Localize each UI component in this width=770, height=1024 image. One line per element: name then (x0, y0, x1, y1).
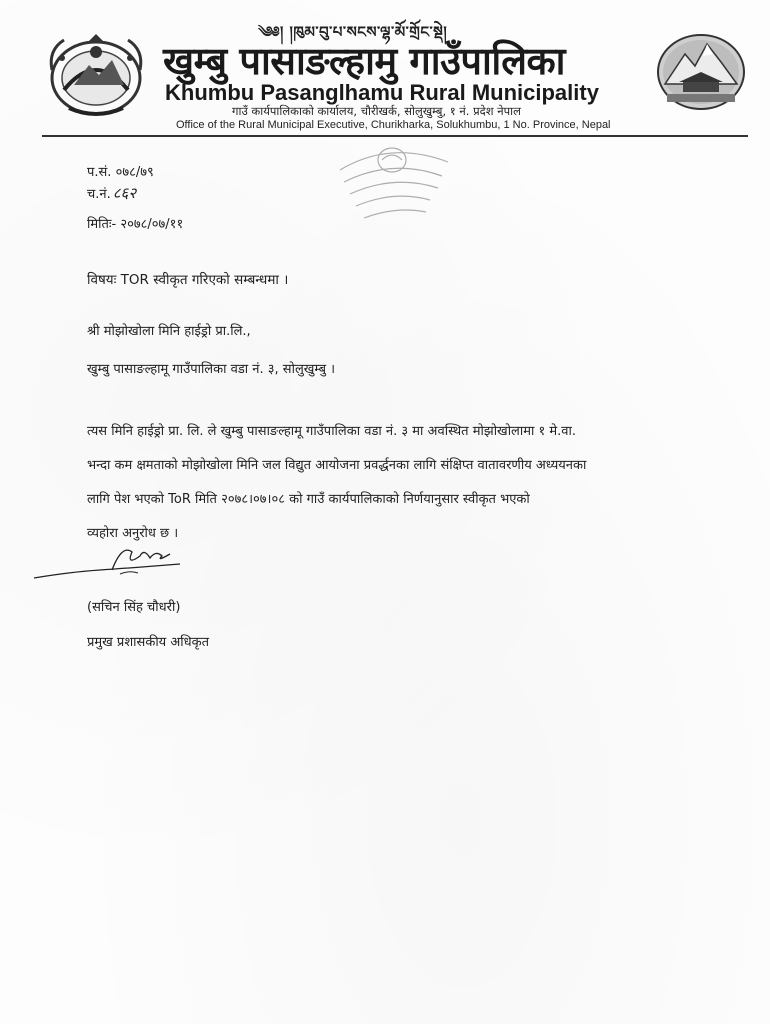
municipality-title-nepali: खुम्बु पासाङल्हामु गाउँपालिका (163, 39, 565, 83)
subject-text: TOR स्वीकृत गरिएको सम्बन्धमा । (120, 272, 289, 288)
signatory-title: प्रमुख प्रशासकीय अधिकृत (87, 635, 210, 650)
body-line: व्यहोरा अनुरोध छ । (87, 526, 179, 541)
addressee-name: श्री मोझोखोला मिनि हाईड्रो प्रा.लि., (87, 324, 251, 339)
body-line: भन्दा कम क्षमताको मोझोखोला मिनि जल विद्युत आयोजना प्रवर्द्धनका लागि संक्षिप्त वातावरणीय अध्ययनका (87, 458, 587, 473)
signatory-name: (सचिन सिंह चौधरी) (87, 600, 181, 615)
municipality-logo-icon (655, 32, 747, 112)
dispatch-number (87, 183, 136, 203)
body-line: त्यस मिनि हाईड्रो प्रा. लि. ले खुम्बु पासाङल्हामू गाउँपालिका वडा नं. ३ मा अवस्थित मोझोखोलामा १ मे.वा. (87, 424, 577, 439)
signature-icon (30, 540, 200, 590)
reference-number: प.सं. ०७८/७९ (87, 165, 154, 180)
addressee-address: खुम्बु पासाङल्हामू गाउँपालिका वडा नं. ३, सोलुखुम्बु । (87, 362, 336, 377)
body-line: लागि पेश भएको ToR मिति २०७८।०७।०८ को गाउँ कार्यपालिकाको निर्णयानुसार स्वीकृत भएको (87, 492, 530, 507)
office-address-nepali: गाउँ कार्यपालिकाको कार्यालय, चौरीखर्क, सोलुखुम्बु, १ नं. प्रदेश नेपाल (232, 104, 521, 118)
dispatch-label: च.नं. (87, 187, 111, 202)
subject-label: विषयः (87, 272, 117, 288)
letter-body (87, 415, 715, 551)
nepal-emblem-icon (44, 30, 149, 120)
office-stamp-icon (330, 130, 460, 230)
tibetan-title: ༄༅། །ཁུམ་བུ་པ་སངས་ལྷ་མོ་གྲོང་སྡེ། (258, 23, 448, 41)
letter-date: मितिः- २०७८/०७/११ (87, 217, 184, 232)
letterhead (0, 0, 770, 140)
letter-subject (87, 270, 288, 288)
municipality-title-english: Khumbu Pasanglhamu Rural Municipality (165, 80, 599, 105)
office-address-english: Office of the Rural Municipal Executive, Churikharka, Solukhumbu, 1 No. Province, Nepal (176, 119, 611, 131)
dispatch-number-handwritten: ८६२ (112, 184, 137, 202)
